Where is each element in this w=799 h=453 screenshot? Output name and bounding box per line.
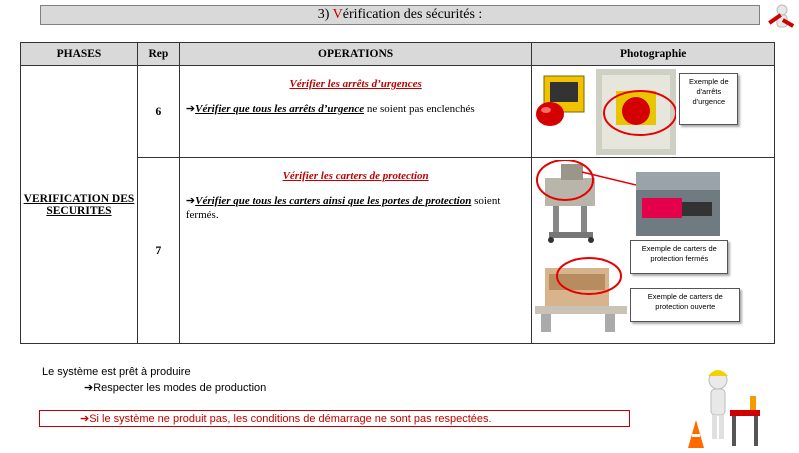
arrow-icon: ➔	[185, 195, 196, 207]
emergency-stop-machine-photo	[596, 69, 676, 155]
operation-cell	[179, 66, 531, 158]
operation-text	[186, 102, 525, 116]
operation-text	[186, 194, 525, 222]
open-guard-machine-photo	[535, 250, 627, 340]
section-number: 3)	[317, 7, 333, 22]
header-phases: PHASES	[21, 43, 138, 66]
verification-table	[20, 42, 775, 344]
emergency-stop-photo	[536, 70, 590, 130]
table-row	[21, 66, 775, 158]
construction-worker-icon	[668, 360, 768, 450]
rep-value: 6	[137, 66, 179, 158]
operation-rest: soient fermés.	[185, 195, 501, 221]
arrow-icon: ➔	[185, 103, 196, 115]
operation-rest: ne soient pas enclenchés	[364, 103, 475, 115]
photo-cell	[532, 158, 775, 344]
phase-label-text: VERIFICATION DES SECURITES	[23, 192, 135, 217]
operation-emphasis: Vérifier que tous les arrêts d’urgence	[195, 103, 365, 115]
photo-cell	[532, 66, 775, 158]
system-ready-text: Le système est prêt à produire	[42, 366, 191, 378]
operation-emphasis: Vérifier que tous les carters ainsi que les portes de protection	[195, 195, 472, 207]
operation-title: Vérifier les arrêts d’urgences	[289, 78, 422, 90]
rep-value: 7	[137, 158, 179, 344]
warning-text: ➔Si le système ne produit pas, les conditions de démarrage ne sont pas respectées.	[80, 413, 492, 425]
table-header-row	[21, 43, 775, 66]
respect-modes-text: ➔Respecter les modes de production	[84, 382, 267, 394]
wrench-person-icon	[764, 3, 796, 33]
caption-closed-guards: Exemple de carters de protection fermés	[630, 240, 728, 274]
operation-cell	[179, 158, 531, 344]
caption-open-guards: Exemple de carters de protection ouverte	[630, 288, 740, 322]
section-title	[40, 5, 760, 25]
header-operations: OPERATIONS	[179, 43, 531, 66]
warning-box	[39, 410, 630, 427]
header-photo: Photographie	[532, 43, 775, 66]
title-rest: érification des sécurités :	[342, 7, 483, 22]
header-rep: Rep	[137, 43, 179, 66]
title-red-letter: V	[332, 7, 343, 22]
phase-label	[21, 66, 138, 344]
guard-closeup-photo	[636, 172, 720, 236]
caption-emergency-stop: Exemple de d'arrêts d'urgence	[679, 73, 738, 125]
operation-title: Vérifier les carters de protection	[282, 170, 429, 182]
